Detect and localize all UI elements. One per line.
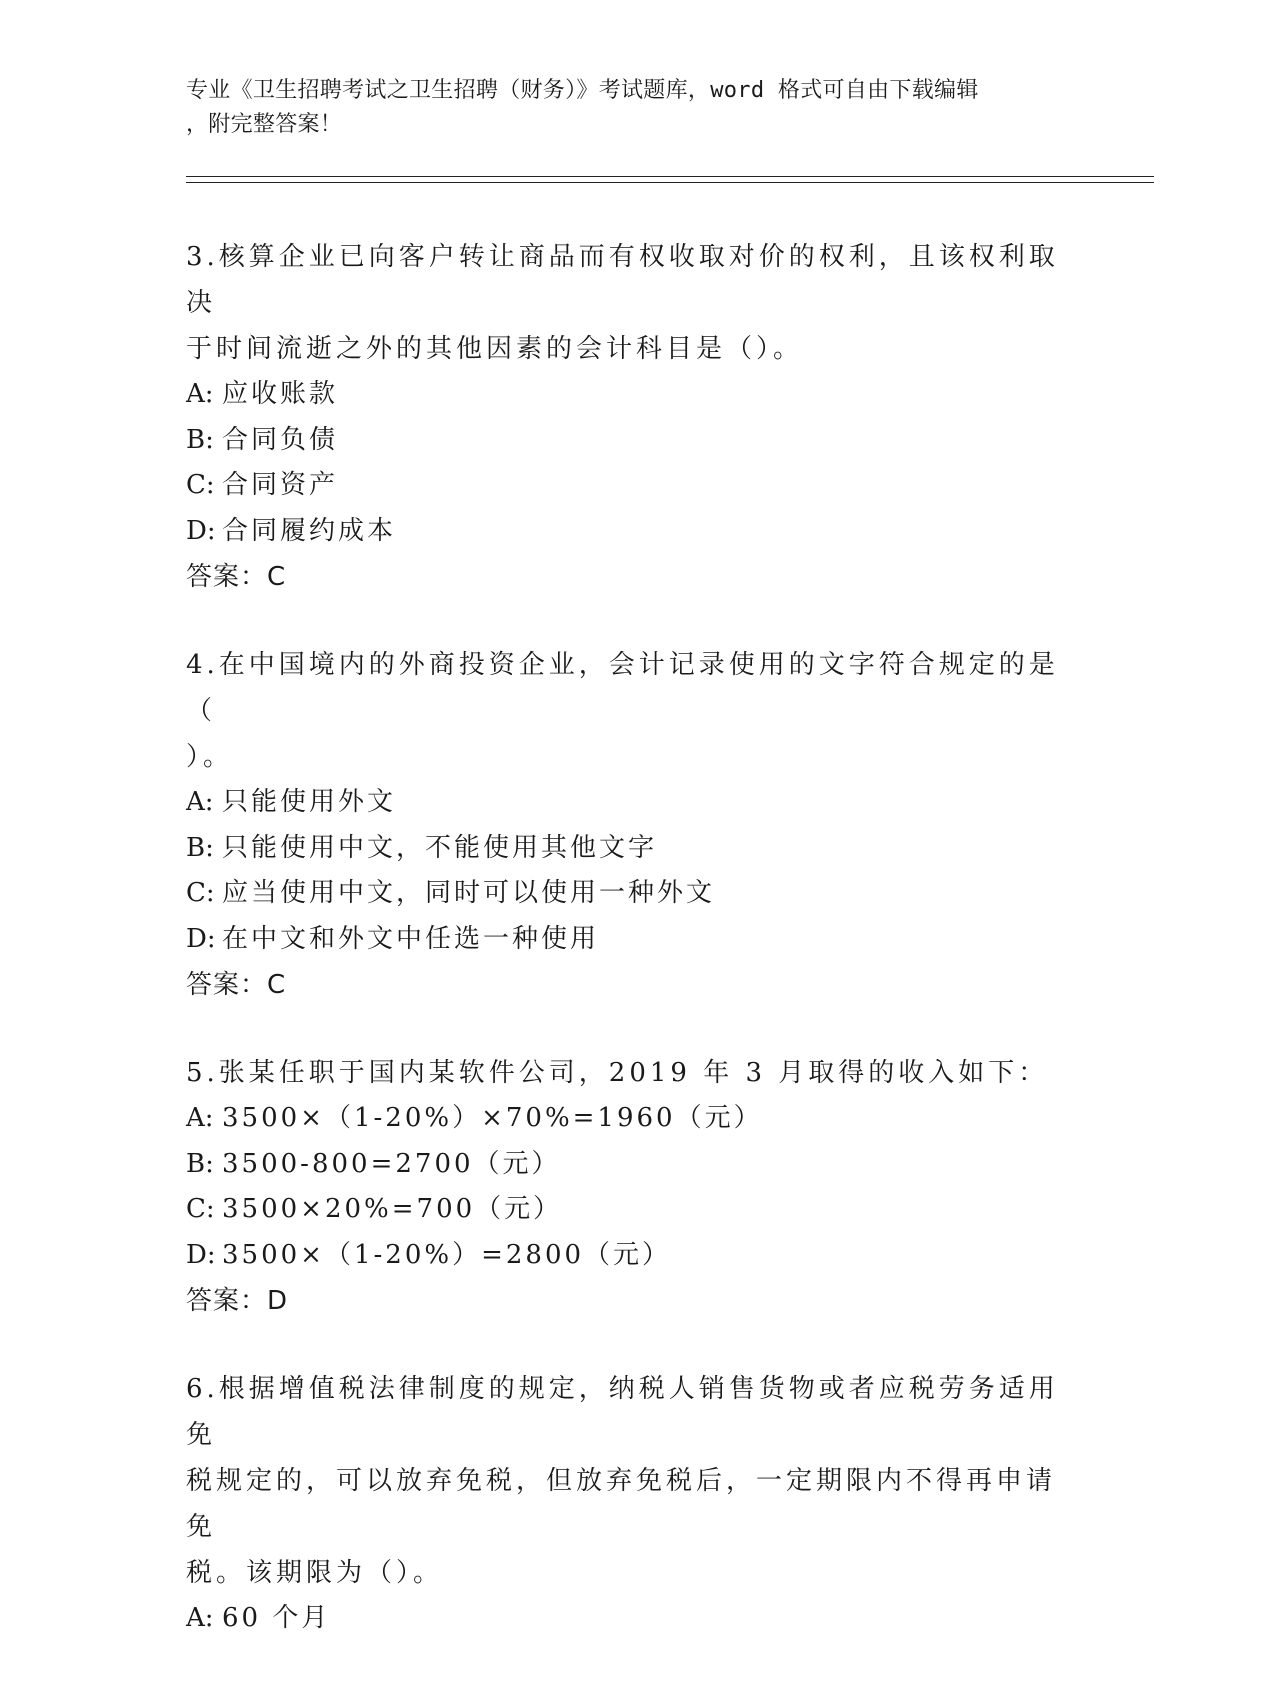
option-d — [186, 917, 1066, 963]
header-line-2: ，附完整答案！ — [186, 112, 343, 137]
question-stem-line: 6.根据增值税法律制度的规定，纳税人销售货物或者应税劳务适用免 — [186, 1374, 1059, 1450]
option-a — [186, 372, 1066, 418]
option-letter: C: — [186, 470, 215, 500]
option-text: 在中文和外文中任选一种使用 — [222, 923, 600, 954]
option-letter: A: — [186, 787, 214, 817]
header-divider-bottom — [186, 182, 1154, 183]
option-text: 合同履约成本 — [222, 515, 397, 546]
answer-key: 答案：C — [186, 970, 287, 1000]
option-letter: A: — [186, 1603, 214, 1633]
option-letter: A: — [186, 1103, 214, 1133]
option-letter: C: — [186, 1194, 215, 1224]
option-text: 3500×20%=700（元） — [222, 1194, 563, 1224]
answer-key: 答案：D — [186, 1286, 289, 1316]
option-text: 合同负债 — [222, 424, 339, 455]
question-stem-line: ）。 — [186, 742, 234, 772]
option-a — [186, 780, 1066, 826]
question-4 — [186, 642, 1066, 1008]
question-stem-line: 4.在中国境内的外商投资企业，会计记录使用的文字符合规定的是（ — [186, 650, 1059, 726]
option-letter: B: — [186, 1148, 214, 1179]
header-line-1: 专业《卫生招聘考试之卫生招聘（财务）》考试题库，word 格式可自由下载编辑 — [186, 78, 979, 103]
option-text: 应收账款 — [222, 379, 339, 409]
option-letter: D: — [186, 923, 216, 954]
option-text: 3500-800=2700（元） — [222, 1148, 561, 1179]
question-6 — [186, 1366, 1066, 1642]
option-letter: D: — [186, 515, 216, 546]
option-text: 只能使用中文，不能使用其他文字 — [222, 832, 658, 863]
option-text: 只能使用外文 — [222, 787, 397, 817]
question-stem-line: 3.核算企业已向客户转让商品而有权收取对价的权利，且该权利取决 — [186, 242, 1059, 318]
option-b — [186, 418, 1066, 464]
option-c — [186, 1187, 1066, 1233]
option-letter: C: — [186, 878, 215, 908]
option-b — [186, 1142, 1066, 1188]
question-stem-line: 税。该期限为（）。 — [186, 1558, 444, 1588]
option-c — [186, 871, 1066, 917]
option-d — [186, 509, 1066, 555]
option-letter: B: — [186, 424, 214, 455]
option-a — [186, 1596, 1066, 1642]
answer-key: 答案：C — [186, 562, 287, 592]
option-a — [186, 1096, 1066, 1142]
option-text: 应当使用中文，同时可以使用一种外文 — [222, 878, 716, 908]
question-stem-line: 税规定的，可以放弃免税，但放弃免税后，一定期限内不得再申请免 — [186, 1466, 1057, 1542]
question-stem-line: 5.张某任职于国内某软件公司，2019 年 3 月取得的收入如下： — [186, 1058, 1049, 1088]
option-c — [186, 463, 1066, 509]
option-letter: A: — [186, 379, 214, 409]
header-divider-top — [186, 176, 1154, 177]
option-d — [186, 1233, 1066, 1279]
question-stem-line: 于时间流逝之外的其他因素的会计科目是（）。 — [186, 334, 804, 364]
option-letter: B: — [186, 832, 214, 863]
option-text: 合同资产 — [222, 470, 339, 500]
question-list — [186, 234, 1066, 1684]
document-header — [186, 74, 1066, 142]
option-b — [186, 826, 1066, 872]
option-text: 3500×（1-20%）=2800（元） — [222, 1239, 672, 1270]
option-letter: D: — [186, 1239, 216, 1270]
option-text: 3500×（1-20%）×70%=1960（元） — [222, 1103, 763, 1133]
question-3 — [186, 234, 1066, 600]
option-text: 60 个月 — [222, 1603, 331, 1633]
question-5 — [186, 1050, 1066, 1324]
